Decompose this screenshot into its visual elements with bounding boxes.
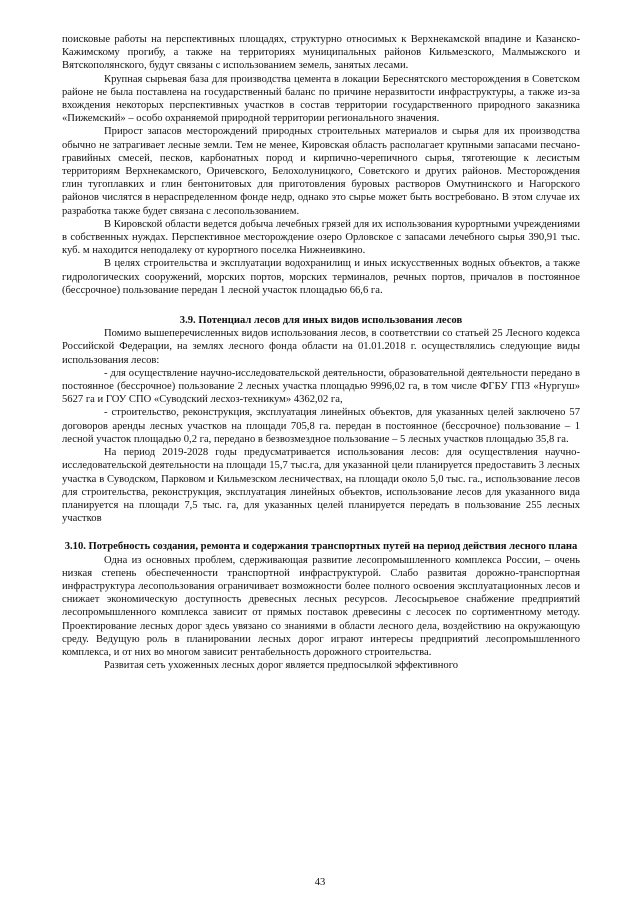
paragraph: В Кировской области ведется добыча лечебных грязей для их использования курортными учреждениями в собственных нуждах. Перспективное месторождение озеро Орловское с запасами лечебного сырья 390,91 тыс. куб. м находится неподалеку от курортного поселка Нижнеивкино. xyxy=(62,218,580,257)
paragraph: поисковые работы на перспективных площадях, структурно относимых к Верхнекамской впадине и Казанско-Кажимскому прогибу, а также на территориях муниципальных районов Кильмезского, Малмыжского и Вятскополянского, будут связаны с использованием земель, занятых лесами. xyxy=(62,34,580,72)
paragraph: В целях строительства и эксплуатации водохранилищ и иных искусственных водных объектов, а также гидрологических сооружений, морских портов, морских терминалов, речных портов, причалов в постоянное (бессрочное) пользование передан 1 лесной участок площадью 66,6 га. xyxy=(62,258,580,296)
paragraph: Развитая сеть ухоженных лесных дорог является предпосылкой эффективного xyxy=(104,660,459,672)
page-number: 43 xyxy=(314,877,326,888)
spacer xyxy=(62,525,580,540)
paragraph: Прирост запасов месторождений природных строительных материалов и сырья для их производства обычно не затрагивает лесные земли. Тем не менее, Кировская область располагает крупными запасами песчано-гравийных смесей, песков, карбонатных пород и кирпично-черепичного сырья, тяготеющие к лесистым территориям Верхнекамского, Оричевского, Белохолуницкого, Советского и других районов. Месторождения глин тугоплавких и глин бентонитовых для приготовления буровых растворов Омутнинского и Нагорского районов числятся в нераспределенном фонде недр, однако это сырье может быть востребовано. В этом случае их разработка также будет связана с лесопользованием. xyxy=(62,126,580,217)
paragraph: На период 2019-2028 годы предусматривается использования лесов: для осуществления научно-исследовательской деятельности на площади 15,7 тыс.га, для указанной цели планируется предоставить 3 лесных участка в Суводском, Парковом и Кильмезском лесничествах, на площади около 5,0 тыс. га., использование лесов для строительства, реконструкция, эксплуатация линейных объектов, использование лесов для указанного вида планируется на площади 7,5 тыс. га, для указанных целей планируется передать в пользование 255 лесных участков xyxy=(62,447,580,525)
page-content xyxy=(62,33,580,672)
paragraph: - для осуществление научно-исследовательской деятельности, образовательной деятельности передано в постоянное (бессрочное) пользование 2 лесных участка площадью 9996,02 га, в том числе ФГБУ ГПЗ «Нургуш» 5627 га и ГОУ СПО «Суводский лесхоз-техникум» 4362,02 га, xyxy=(62,367,580,406)
paragraph: Помимо вышеперечисленных видов использования лесов, в соответствии со статьей 25 Лесного кодекса Российской Федерации, на землях лесного фонда области на 01.01.2018 г. осуществлялись следующие виды использования лесов: xyxy=(62,328,580,366)
paragraph: Крупная сырьевая база для производства цемента в локации Береснятского месторождения в Советском районе не была поставлена на государственный баланс по причине неразвитости инфраструктуры, а также из-за вхождения некоторых перспективных участков в состав территории государственного природного заказника «Пижемский» – особо охраняемой природной территории регионального значения. xyxy=(62,73,580,125)
section-heading: 3.10. Потребность создания, ремонта и содержания транспортных путей на период действия лесного плана xyxy=(64,541,578,553)
spacer xyxy=(62,297,580,314)
section-heading: 3.9. Потенциал лесов для иных видов использования лесов xyxy=(179,315,463,327)
paragraph: Одна из основных проблем, сдерживающая развитие лесопромышленного комплекса России, – очень низкая степень обеспеченности транспортной инфраструктурой. Слабо развитая дорожно-транспортная инфраструктура лесопользования ограничивает возможности более полного освоения эксплуатационных лесов и снижает экономическую доступность древесных лесных ресурсов. Лесосырьевое снабжение предприятий лесопромышленного комплекса зависит от прямых поставок древесины с лесосек по сортиментному методу. Проектирование лесных дорог здесь увязано со знаниями в области лесного дела, воздействию на окружающую среду. Ведущую роль в планировании лесных дорог играют интересы предприятий лесопромышленного комплекса, и от них во многом зависит рентабельность дорожного строительства. xyxy=(62,554,580,658)
paragraph: - строительство, реконструкция, эксплуатация линейных объектов, для указанных целей заключено 57 договоров аренды лесных участков на площади 705,8 га. передан в постоянное (бессрочное) пользование – 1 лесной участок площадью 0,2 га, передано в безвозмездное пользование – 5 лесных участков площадью 35,8 га. xyxy=(62,407,580,445)
